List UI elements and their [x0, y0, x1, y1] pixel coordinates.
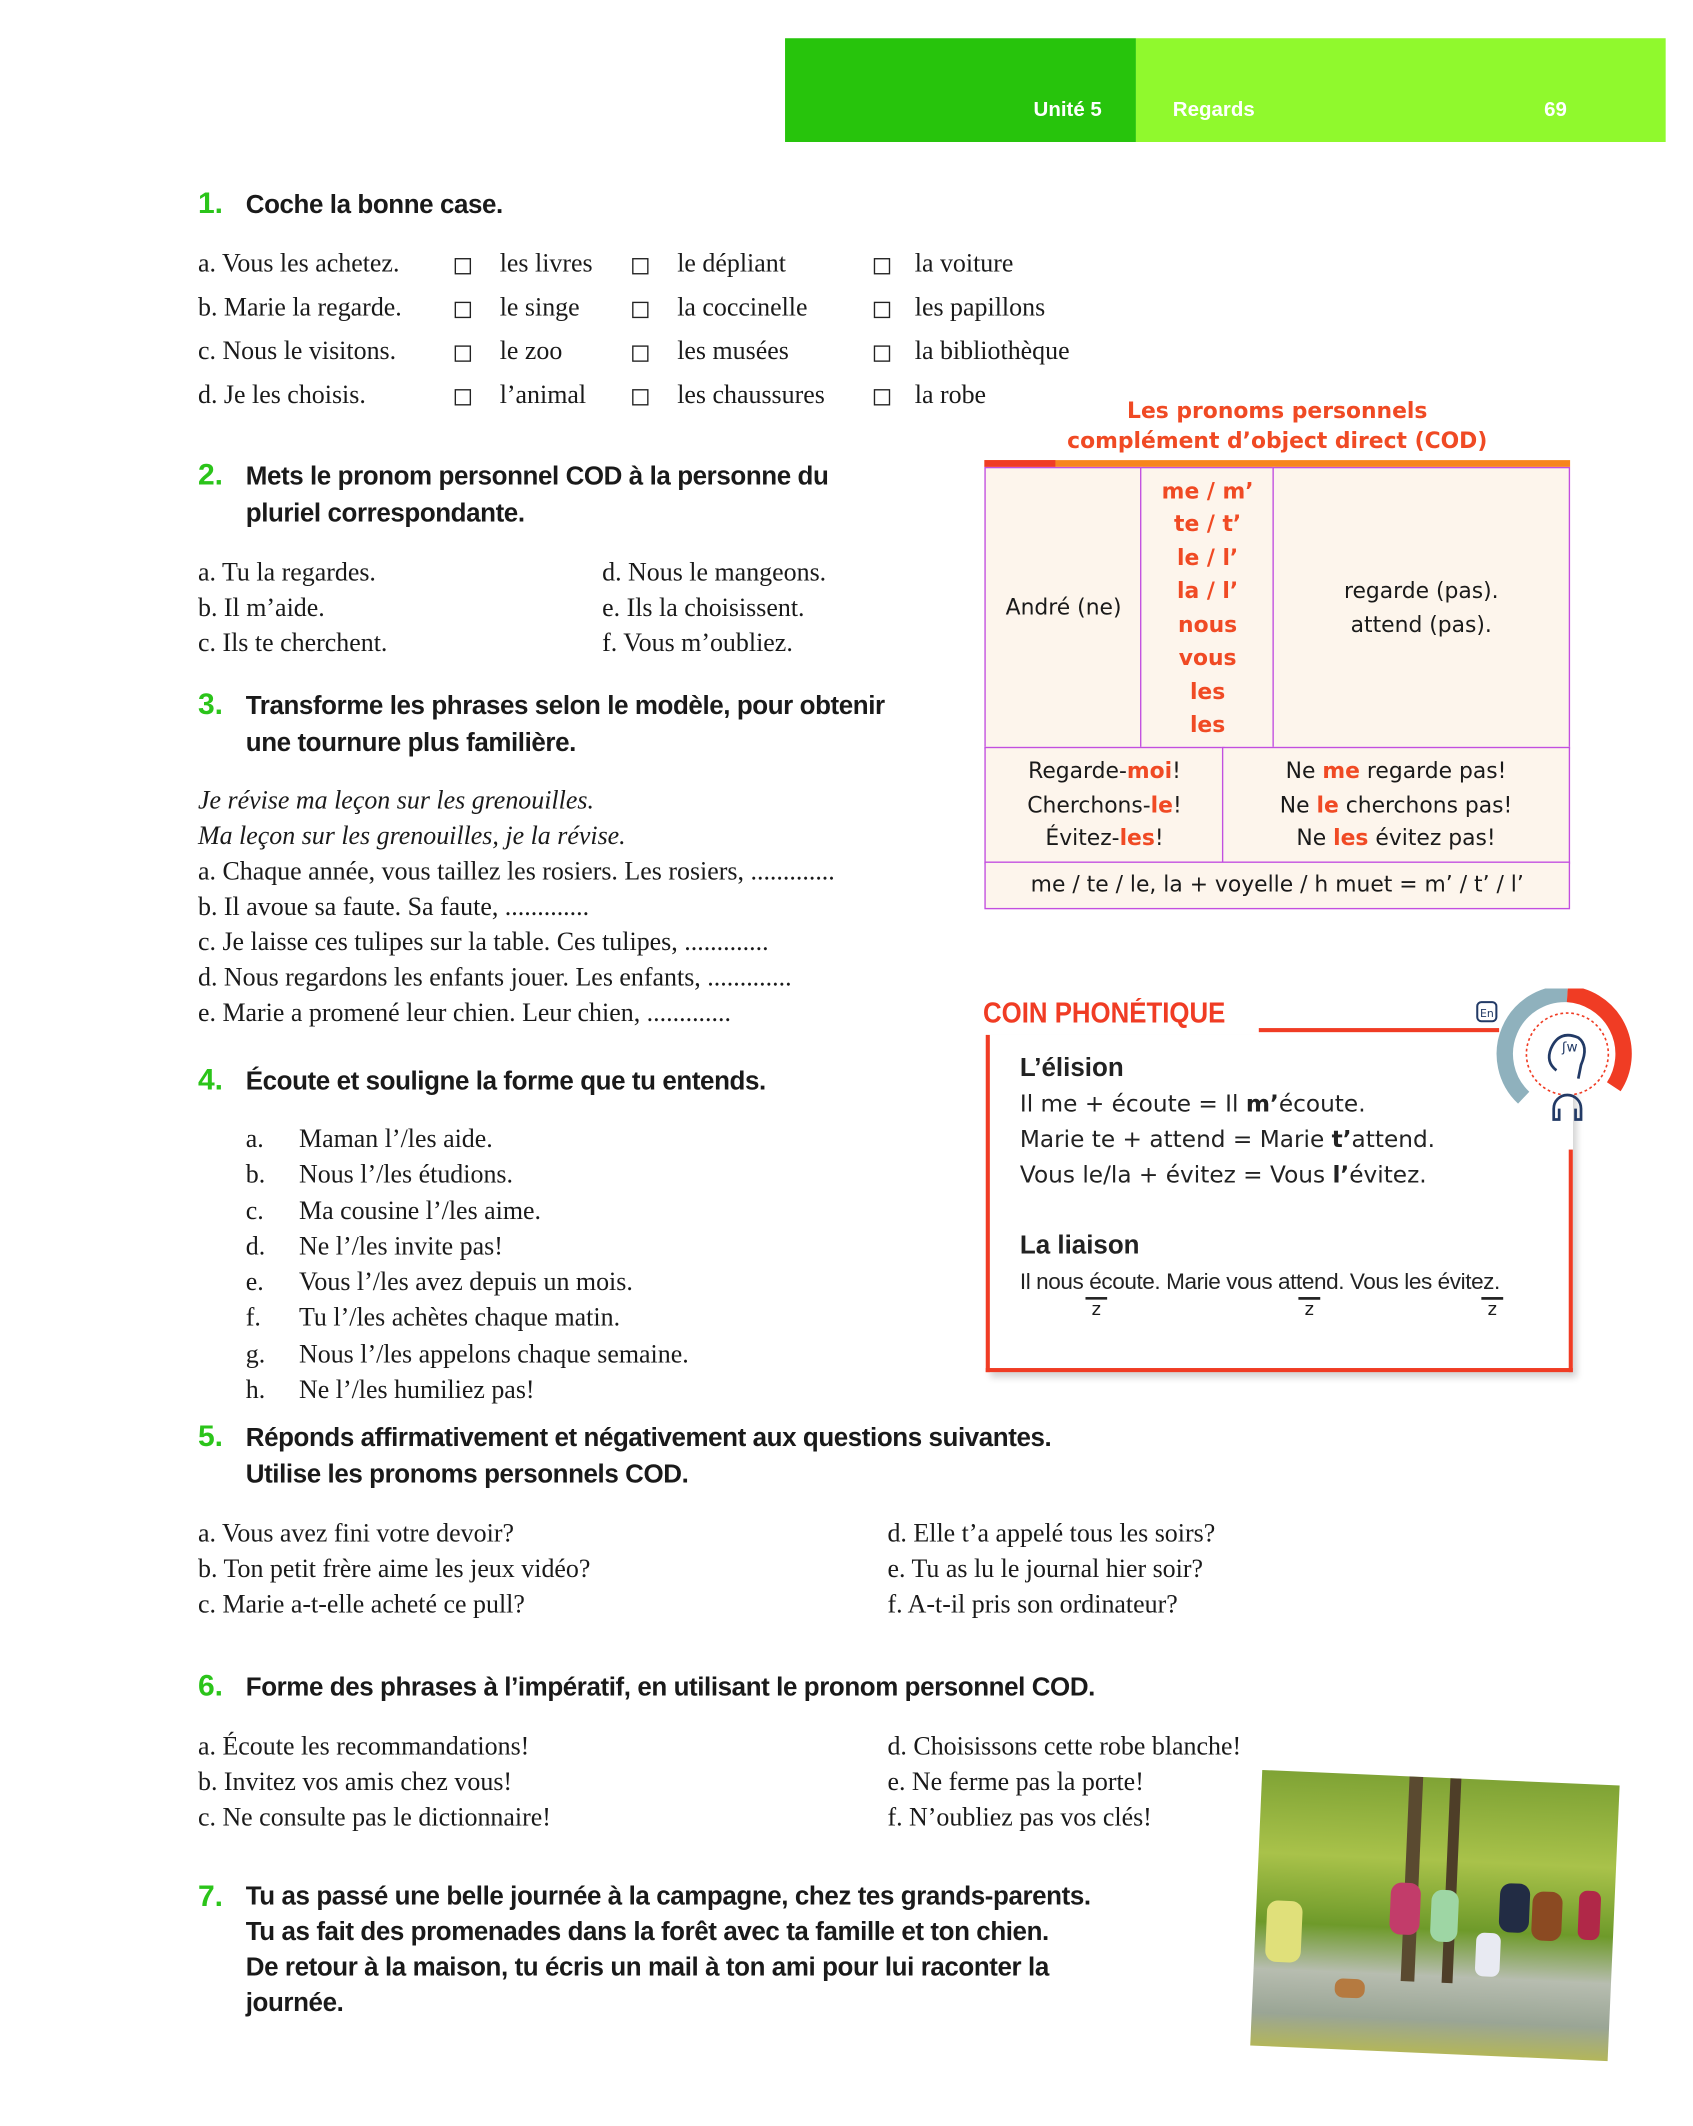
item-letter: c.	[245, 1196, 264, 1226]
exercise-number: 7.	[197, 1878, 224, 1913]
list-item: d. Nous le mangeons.	[602, 558, 827, 588]
list-item: f. A-t-il pris son ordinateur?	[887, 1590, 1178, 1620]
pronoun: moi	[1126, 758, 1173, 785]
question-label: a. Vous les achetez.	[197, 249, 400, 279]
language-icon-label: En	[1479, 1007, 1494, 1021]
exercise-number: 5.	[197, 1418, 224, 1453]
list-item: b. Invitez vos amis chez vous!	[197, 1768, 513, 1797]
title-line: Transforme les phrases selon le modèle, pour obtenir	[245, 692, 885, 721]
checkbox[interactable]	[632, 302, 648, 318]
punct: !	[1172, 791, 1182, 818]
list-item: b. Il m’aide.	[197, 593, 325, 623]
option-label: les chaussures	[677, 380, 825, 410]
pronoun: te / t’	[1174, 510, 1242, 537]
list-item: c. Ils te cherchent.	[197, 629, 388, 659]
item-list-right	[887, 1517, 1215, 1623]
checkbox[interactable]	[455, 258, 471, 274]
elision-example	[1020, 1087, 1500, 1122]
prompt-line: Tu as passé une belle journée à la campagne, chez tes grands-parents.	[245, 1882, 1091, 1912]
exercise-number: 1.	[197, 185, 224, 220]
checkbox[interactable]	[455, 302, 471, 318]
list-item: c. Ne consulte pas le dictionnaire!	[197, 1803, 551, 1833]
option-label: le zoo	[499, 337, 563, 366]
imperative-example	[1028, 755, 1181, 788]
item-letter: b.	[245, 1160, 266, 1190]
text: évitez.	[1349, 1161, 1427, 1190]
text: Marie te + attend = Marie	[1019, 1126, 1332, 1154]
title-line: Mets le pronom personnel COD à la personne du	[245, 462, 829, 492]
liaison-mark: z	[1298, 1297, 1320, 1320]
box-border-right	[1569, 1150, 1573, 1373]
list-item	[246, 1158, 689, 1194]
item-list-right	[602, 556, 826, 662]
item-text: Tu l’/les achètes chaque matin.	[299, 1304, 621, 1334]
unit-label: Unité 5	[1033, 98, 1102, 122]
list-item: b. Ton petit frère aime les jeux vidéo?	[197, 1555, 591, 1584]
checkbox[interactable]	[874, 302, 890, 318]
negative-example	[1296, 822, 1495, 855]
title-line: complément d’object direct (COD)	[1067, 427, 1488, 454]
list-item: f. N’oubliez pas vos clés!	[887, 1803, 1152, 1833]
exercise-number: 3.	[197, 686, 224, 721]
list-item: e. Tu as lu le journal hier soir?	[887, 1555, 1204, 1584]
item-letter: h.	[245, 1376, 266, 1406]
question-label: b. Marie la regarde.	[197, 293, 402, 323]
elision-rule-cell: me / te / le, la + voyelle / h muet = m’ / t’ / l’	[984, 862, 1570, 910]
option-label: la bibliothèque	[914, 337, 1070, 366]
checkbox[interactable]	[632, 389, 648, 405]
text: écoute.	[1278, 1090, 1366, 1119]
list-item: d. Nous regardons les enfants jouer. Les enfants, .............	[197, 963, 792, 993]
option-label: le singe	[499, 293, 580, 323]
liaison-example: Il nous écoute. Marie vous attend. Vous les évitez.	[1019, 1269, 1500, 1295]
exercise-title: Forme des phrases à l’impératif, en utilisant le pronom personnel COD.	[245, 1673, 1095, 1703]
exercise-title	[246, 688, 885, 762]
verbs-cell	[1272, 467, 1570, 750]
checkbox[interactable]	[874, 389, 890, 405]
question-label: d. Je les choisis.	[197, 380, 366, 410]
option-label: la coccinelle	[677, 293, 808, 323]
model-line: Ma leçon sur les grenouilles, je la révise.	[197, 821, 626, 851]
list-item: a. Vous avez fini votre devoir?	[197, 1519, 514, 1549]
grammar-table-title	[984, 396, 1570, 456]
elision-example	[1020, 1158, 1500, 1193]
pronoun: nous	[1178, 610, 1238, 637]
title-line: Utilise les pronoms personnels COD.	[245, 1460, 689, 1490]
list-item: c. Marie a-t-elle acheté ce pull?	[197, 1590, 525, 1620]
list-item: f. Vous m’oubliez.	[602, 629, 793, 659]
imperative-positive-cell	[984, 747, 1224, 864]
imperative-negative-cell	[1222, 747, 1570, 864]
pronoun: vous	[1178, 644, 1237, 671]
svg-text:ʃw: ʃw	[1561, 1039, 1578, 1056]
title-line: Les pronoms personnels	[1127, 397, 1428, 424]
elided-pronoun: t’	[1331, 1126, 1352, 1154]
exercise-prompt	[246, 1880, 1091, 2022]
checkbox[interactable]	[632, 258, 648, 274]
list-item	[246, 1194, 689, 1230]
text: Il me + écoute = Il	[1019, 1090, 1246, 1119]
option-label: les livres	[499, 249, 593, 279]
list-item	[246, 1302, 689, 1338]
model-line: Je révise ma leçon sur les grenouilles.	[197, 786, 594, 816]
verb: Évitez-	[1045, 824, 1120, 851]
item-letter: g.	[245, 1340, 266, 1370]
subject-cell: André (ne)	[984, 467, 1142, 750]
list-item: a. Tu la regardes.	[197, 558, 376, 588]
list-item	[246, 1230, 689, 1266]
checkbox[interactable]	[874, 258, 890, 274]
prompt-line: Tu as fait des promenades dans la forêt avec ta famille et ton chien.	[245, 1918, 1049, 1947]
list-item: d. Elle t’a appelé tous les soirs?	[887, 1519, 1216, 1549]
punct: !	[1172, 758, 1181, 785]
option-label: les musées	[677, 337, 789, 366]
text: regarde pas!	[1359, 758, 1507, 785]
item-text: Ma cousine l’/les aime.	[299, 1196, 542, 1226]
pronoun: les	[1189, 711, 1226, 738]
item-list-left	[198, 1517, 590, 1623]
item-list-left	[198, 556, 387, 662]
list-item: a. Chaque année, vous taillez les rosiers. Les rosiers, .............	[197, 857, 835, 887]
text: cherchons pas!	[1338, 791, 1513, 818]
liaison-mark: z	[1085, 1297, 1107, 1320]
pronoun: me	[1322, 758, 1360, 785]
checkbox[interactable]	[455, 389, 471, 405]
prompt-line: De retour à la maison, tu écris un mail à ton ami pour lui raconter la	[245, 1953, 1049, 1983]
item-letter: a.	[245, 1125, 264, 1154]
exercise-title	[246, 459, 829, 533]
phonetics-content	[1020, 1051, 1500, 1299]
pronoun: la / l’	[1176, 577, 1239, 604]
verb: Cherchons-	[1027, 791, 1151, 818]
list-item	[246, 1266, 689, 1302]
pronoun: le	[1316, 791, 1339, 818]
list-item	[246, 1338, 689, 1374]
list-item: c. Je laisse ces tulipes sur la table. Ces tulipes, .............	[197, 928, 769, 958]
checkbox[interactable]	[455, 345, 471, 361]
item-letter: f.	[245, 1304, 261, 1334]
model-example	[198, 784, 626, 855]
list-item	[246, 1374, 689, 1410]
chapter-title: Regards	[1172, 98, 1255, 122]
title-line: Réponds affirmativement et négativement aux questions suivantes.	[245, 1424, 1052, 1453]
exercise-number: 6.	[197, 1668, 224, 1703]
option-label: la voiture	[914, 249, 1014, 279]
item-list	[198, 855, 835, 1032]
option-label: les papillons	[914, 293, 1046, 323]
option-label: le dépliant	[677, 249, 786, 279]
item-text: Nous l’/les appelons chaque semaine.	[299, 1340, 689, 1370]
elided-pronoun: m’	[1245, 1090, 1279, 1119]
item-letter: d.	[245, 1232, 266, 1262]
item-text: Vous l’/les avez depuis un mois.	[299, 1268, 633, 1298]
text: Vous le/la + évitez = Vous	[1019, 1161, 1333, 1190]
pronoun: les	[1189, 677, 1226, 704]
family-hike-photo	[1250, 1770, 1619, 2061]
text: Ne	[1285, 758, 1323, 785]
phonetics-title: COIN PHONÉTIQUE	[983, 998, 1226, 1030]
title-line: une tournure plus familière.	[245, 729, 576, 758]
negative-example	[1286, 755, 1507, 788]
text: Ne	[1279, 791, 1317, 818]
pronoun: me / m’	[1161, 477, 1254, 504]
checkbox[interactable]	[874, 345, 890, 361]
list-item	[246, 1122, 689, 1158]
pronoun: les	[1119, 824, 1155, 851]
prompt-line: journée.	[245, 1989, 344, 2018]
pronoun: le / l’	[1176, 544, 1239, 571]
liaison-title: La liaison	[1019, 1231, 1140, 1261]
liaison-mark: z	[1481, 1297, 1503, 1320]
verb: Regarde-	[1028, 758, 1127, 785]
header-title-band	[1136, 38, 1666, 142]
checkbox[interactable]	[632, 345, 648, 361]
list-item: a. Écoute les recommandations!	[197, 1732, 530, 1762]
list-item: e. Ils la choisissent.	[602, 593, 805, 623]
exercise-number: 4.	[197, 1062, 224, 1097]
pronoun: le	[1150, 791, 1173, 818]
pronoun: les	[1333, 824, 1369, 851]
text: Ne	[1296, 824, 1334, 851]
pronouns-cell	[1140, 467, 1275, 750]
question-label: c. Nous le visitons.	[197, 337, 397, 366]
exercise-title: Écoute et souligne la forme que tu entends.	[245, 1067, 766, 1097]
imperative-example	[1027, 789, 1181, 822]
elision-example	[1020, 1122, 1500, 1157]
exercise-title: Coche la bonne case.	[245, 191, 503, 220]
negative-example	[1280, 789, 1513, 822]
list-item: b. Il avoue sa faute. Sa faute, .............	[197, 892, 590, 922]
item-list	[246, 1122, 689, 1409]
elision-title: L’élision	[1019, 1054, 1124, 1083]
punct: !	[1154, 824, 1164, 851]
list-item: e. Marie a promené leur chien. Leur chien, .............	[197, 999, 731, 1029]
text: évitez pas!	[1368, 824, 1496, 851]
elision-examples	[1020, 1087, 1500, 1193]
elided-pronoun: l’	[1332, 1161, 1350, 1190]
option-label: la robe	[914, 380, 987, 410]
verb-line: attend (pas).	[1350, 610, 1492, 637]
option-label: l’animal	[499, 380, 587, 410]
item-letter: e.	[245, 1268, 264, 1298]
title-line: pluriel correspondante.	[245, 499, 525, 529]
text: attend.	[1351, 1126, 1436, 1154]
header-unit-band	[785, 38, 1136, 142]
item-list-left	[198, 1730, 551, 1836]
item-text: Maman l’/les aide.	[299, 1125, 493, 1154]
title-underline	[1259, 1028, 1499, 1032]
table-top-bar	[984, 460, 1570, 467]
imperative-example	[1045, 822, 1163, 855]
verb-line: regarde (pas).	[1343, 577, 1499, 604]
list-item: d. Choisissons cette robe blanche!	[887, 1732, 1242, 1762]
item-text: Ne l’/les humiliez pas!	[299, 1376, 535, 1406]
exercise-title	[246, 1420, 1052, 1494]
page-number: 69	[1544, 98, 1567, 122]
exercise-number: 2.	[197, 457, 224, 492]
item-text: Nous l’/les étudions.	[299, 1160, 514, 1190]
item-text: Ne l’/les invite pas!	[299, 1232, 503, 1262]
list-item: e. Ne ferme pas la porte!	[887, 1768, 1144, 1797]
item-list-right	[887, 1730, 1241, 1836]
